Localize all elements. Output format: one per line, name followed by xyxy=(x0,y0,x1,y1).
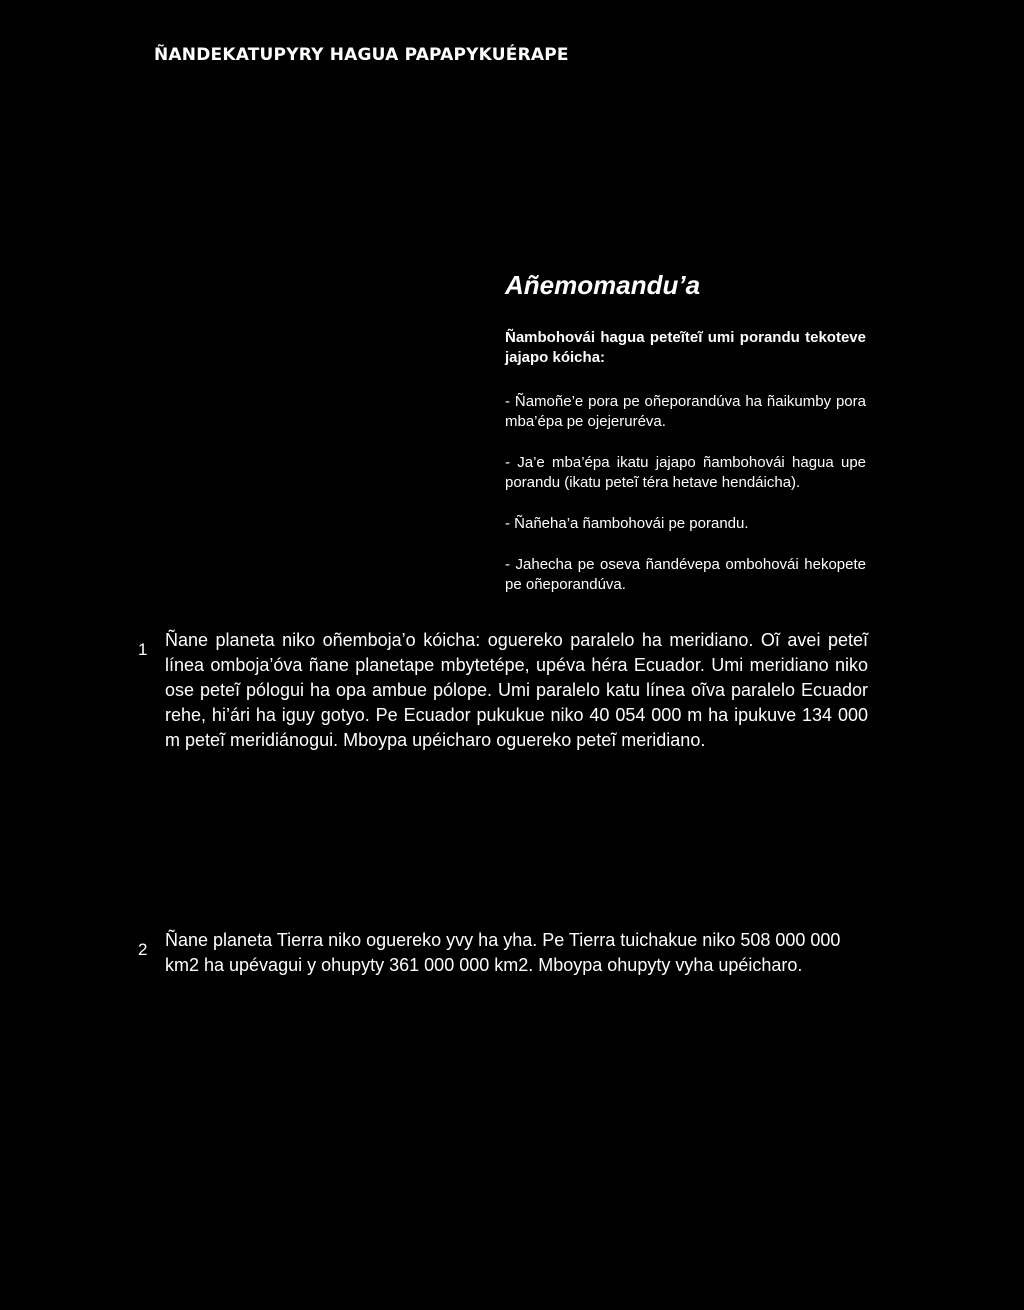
exercise-text: Ñane planeta Tierra niko oguereko yvy ha yha. Pe Tierra tuichakue niko 508 000 000 km2 ha upévagui y ohupyty 361 000 000 km2. Mboypa ohupyty vyha upéicharo. xyxy=(165,930,841,975)
instructions-heading: Añemomandu’a xyxy=(505,270,701,300)
instructions-step: - Ñamoñe’e pora pe oñeporandúva ha ñaikumby pora mba’épa pe ojejeruréva. xyxy=(505,393,866,430)
instructions-step: - Ja’e mba’épa ikatu jajapo ñambohovái hagua upe porandu (ikatu peteĩ téra hetave hendáicha). xyxy=(505,454,866,491)
instructions-intro: Ñambohovái hagua peteĩteĩ umi porandu tekoteve jajapo kóicha: xyxy=(505,329,866,366)
exercise-number: 2 xyxy=(138,940,148,959)
exercise-number: 1 xyxy=(138,640,148,659)
page-title: ÑANDEKATUPYRY HAGUA PAPAPYKUÉRAPE xyxy=(154,45,569,65)
instructions-step: - Ñañeha’a ñambohovái pe porandu. xyxy=(505,515,749,532)
exercise-text: Ñane planeta niko oñemboja’o kóicha: oguereko paralelo ha meridiano. Oĩ avei peteĩ línea omboja’óva ñane planetape mbytetépe, upéva héra Ecuador. Umi meridiano niko ose peteĩ pólogui ha opa ambue pólope. Umi paralelo katu línea oĩva paralelo Ecuador rehe, hi’ári ha iguy gotyo. Pe Ecuador pukukue niko 40 054 000 m ha ipukuve 134 000 m peteĩ meridiánogui. Mboypa upéicharo oguereko peteĩ meridiano. xyxy=(165,630,868,750)
instructions-step: - Jahecha pe oseva ñandévepa ombohovái hekopete pe oñeporandúva. xyxy=(505,556,866,593)
instructions-box xyxy=(505,268,866,616)
